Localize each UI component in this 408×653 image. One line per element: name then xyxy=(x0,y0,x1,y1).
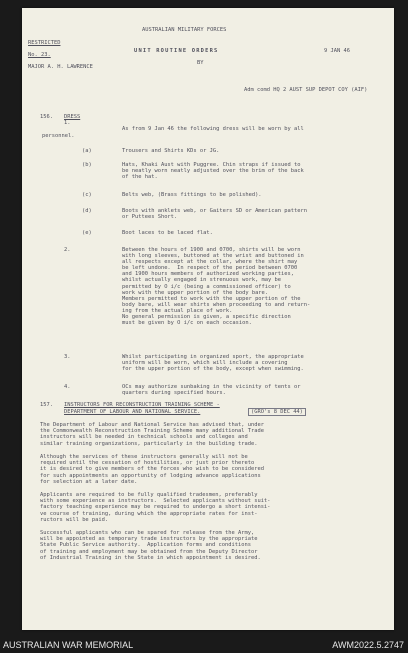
top-title: AUSTRALIAN MILITARY FORCES xyxy=(142,27,227,33)
unit-name: Adm comd HQ 2 AUST SUP DEPOT COY (AIF) xyxy=(244,87,368,93)
order-157-number: 157. xyxy=(40,402,53,408)
item-c-text: Belts web, (Brass fittings to be polished). xyxy=(122,192,262,198)
para-3-number: 3. xyxy=(64,354,71,360)
order-156-intro: As from 9 Jan 46 the following dress will be worn by all xyxy=(122,126,304,132)
para-2-number: 2. xyxy=(64,247,71,253)
item-b-text: Hats, Khaki Aust with Puggree. Chin straps if issued to be neatly worn neatly adjusted over the brim of the back of the hat. xyxy=(122,162,304,181)
order-156-number: 156. xyxy=(40,114,53,120)
para-4-text: OCs may authorize sunbaking in the vicinity of tents or quarters during specified hours. xyxy=(122,384,301,397)
order-157-para-4: Successful applicants who can be spared for release from the Army, will be appointed as temporary trade instructors by the appropriate State Public Service authority. Application forms and conditions of training and employment may be obtained from the Deputy Director of Industrial Training in the State in which appointment is desired. xyxy=(40,530,261,561)
item-c-label: (c) xyxy=(82,192,92,198)
order-156-sub: 1. xyxy=(64,120,71,126)
archive-footer xyxy=(0,637,408,653)
para-4-number: 4. xyxy=(64,384,71,390)
by-label: BY xyxy=(197,60,204,66)
order-157-para-1: The Department of Labour and National Service has advised that, under the Commonwealth Reconstruction Training Scheme many additional Trade instructors will be needed in technical schools and colleges and similar training organizations, particularly in the building trade. xyxy=(40,422,264,447)
restricted-label: RESTRICTED xyxy=(28,40,61,46)
document-body xyxy=(22,8,394,630)
item-a-label: (a) xyxy=(82,148,92,154)
document-page xyxy=(22,8,394,630)
order-date: 9 JAN 46 xyxy=(324,48,350,54)
item-b-label: (b) xyxy=(82,162,92,168)
order-156-title: DRESS xyxy=(64,114,81,120)
item-e-text: Boot laces to be laced flat. xyxy=(122,230,213,236)
para-3-text: Whilst participating in organized sport, the appropriate uniform will be worn, which will include a covering for the upper portion of the body, except when swimming. xyxy=(122,354,304,373)
order-156-intro-cont: personnel. xyxy=(42,133,75,139)
item-e-label: (e) xyxy=(82,230,92,236)
footer-catalogue-id: AWM2022.5.2747 xyxy=(332,640,404,650)
order-157-title-line1: INSTRUCTORS FOR RECONSTRUCTION TRAINING SCHEME - xyxy=(64,402,220,408)
item-d-text: Boots with anklets web, or Gaiters SD or American pattern or Puttees Short. xyxy=(122,208,307,221)
order-157-para-2: Although the services of these instructors generally will not be required until the cessation of hostilities, or just prior thereto it is desired to give members of the forces who wish to be considered for such appointments an opportunity of lodging advance applications for selection at a later date. xyxy=(40,454,264,485)
order-number: No. 23. xyxy=(28,52,51,58)
officer-name: MAJOR A. H. LAWRENCE xyxy=(28,64,93,70)
item-a-text: Trousers and Shirts KDs or JG. xyxy=(122,148,220,154)
main-title: UNIT ROUTINE ORDERS xyxy=(134,48,219,54)
order-157-para-3: Applicants are required to be fully qualified tradesmen, preferably with some experience as instructors. Selected applicants without suit- factory teaching experience may be required to undergo a short intensi- ve course of training, during which the appropriate rates for inst- ructors will be paid. xyxy=(40,492,271,523)
para-2-text: Between the hours of 1900 and 0700, shirts will be worn with long sleeves, buttoned at the wrist and buttoned in all respects except at the collar, where the shirt may be left undone. In respect of the period between 0700 and 1900 hours members of authorized working parties, whilst actually engaged in strenuous work, may be permitted by O i/c (being a commissioned officer) to work with the upper portion of the body bare. Members permitted to work with the upper portion of the body bare, will wear shirts when proceeding to and return- ing from the actual place of work. No general permission is given, a specific direction must be given by O i/c on each occasion. xyxy=(122,247,311,327)
order-157-title-line2: DEPARTMENT OF LABOUR AND NATIONAL SERVICE. xyxy=(64,409,201,415)
order-157-reference: (GRO's 8 DEC 44) xyxy=(248,408,306,416)
item-d-label: (d) xyxy=(82,208,92,214)
footer-source: AUSTRALIAN WAR MEMORIAL xyxy=(3,640,134,650)
